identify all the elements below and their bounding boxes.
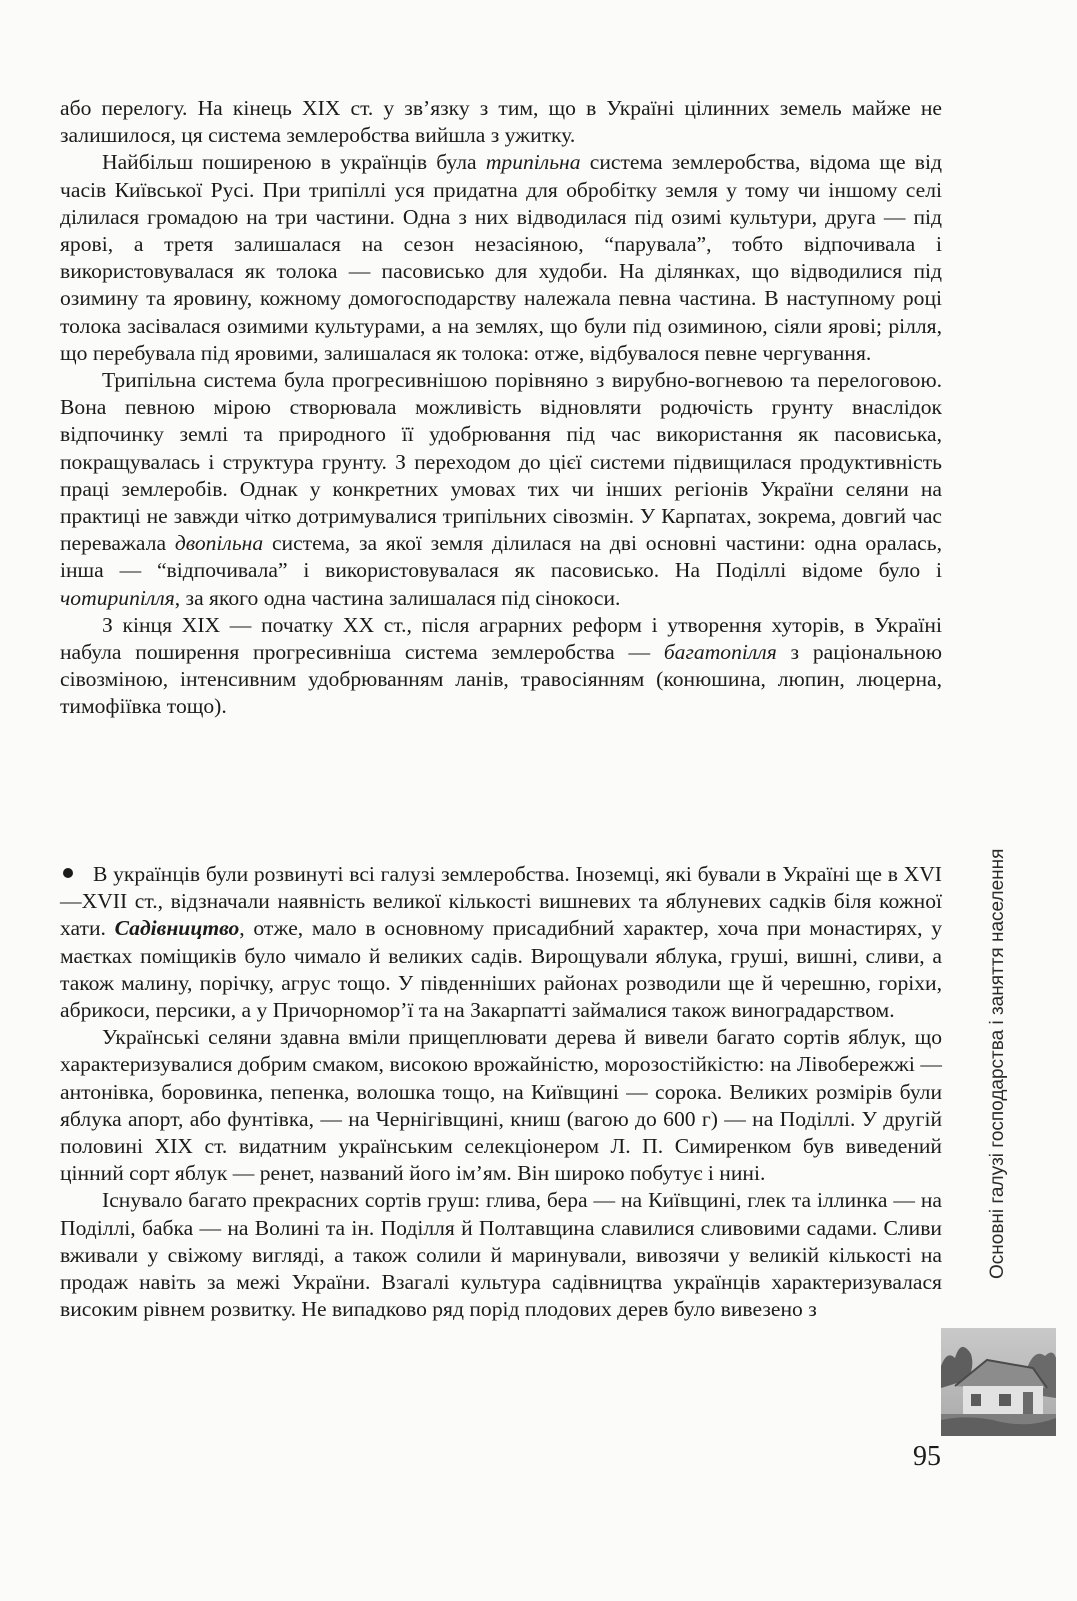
italic-term: трипільна [485, 150, 581, 175]
italic-term: багатопілля [663, 640, 777, 665]
paragraph-text: , отже, мало в основному присадибний характер, хоча при монастирях, у маєтках поміщиків було чимало й великих садів. Вирощували яблука, груші, вишні, сливи, а також малину, порічку, агрус тощо. У південніших районах розводили ще й черешню, горіхи, абрикоси, персики, а у Причорномор’ї та на Закарпатті займалися також виноградарством. [60, 916, 943, 1023]
italic-term: чотирипілля [60, 585, 175, 610]
paragraph [60, 367, 942, 612]
text-block-top [60, 95, 942, 721]
paragraph [60, 861, 942, 1024]
paragraph-text: Українські селяни здавна вміли прищеплювати дерева й вивели багато сортів яблук, що характеризувалися добрим смаком, високою врожайністю, морозостійкістю: на Лівобережжі — антонівка, боровинка, пепенка, волошка тощо, на Київщині — сорока. Великих розмірів були яблука апорт, або фунтівка, — на Чернігівщині, книш (вагою до 600 г) — на Поділлі. У другій половині XIX ст. видатним українським селекціонером Л. П. Симиренком був виведений цінний сорт яблук — ренет, названий його ім’ям. Він широко побутує і нині. [60, 1025, 942, 1186]
paragraph-text: , за якого одна частина залишалася під сінокоси. [174, 585, 621, 610]
paragraph-text: Найбільш поширеною в українців була [102, 150, 486, 175]
paragraph-text: система землеробства, відома ще від часів Київської Русі. При трипіллі уся придатна для обробітку земля у тому чи іншому селі ділилася громадою на три частини. Одна з них відводилася під озимі культури, друга — під ярові, а третя залишалася на сезон незасіяною, “парувала”, тобто відпочивала і використовувалася як толока — пасовисько для худоби. На ділянках, що відводилися під озимину та яровину, кожному домогосподарству належала певна частина. В наступному році толока засівалася озимими культурами, а на землях, що були під озиминою, сіяли ярові; рілля, що перебувала під яровими, залишалася як толока: отже, відбувалося певне чергування. [60, 150, 942, 365]
chapter-side-title: Основні галузі господарства і заняття населення [987, 848, 1008, 1279]
page-number: 95 [913, 1441, 941, 1472]
paragraph [60, 95, 942, 149]
paragraph-text: або перелогу. На кінець XIX ст. у зв’язку з тим, що в Україні цілинних земель майже не залишилося, ця система землеробства вийшла з ужитку. [60, 96, 942, 148]
paragraph [60, 149, 942, 367]
bullet-icon [63, 868, 73, 878]
paragraph [60, 1187, 942, 1323]
paragraph-text: система, за якої земля ділилася на дві основні частини: одна оралась, інша — “відпочивала” і використовувалася як пасовисько. На Поділлі відоме було і [60, 531, 942, 583]
bold-italic-term: Садівництво [114, 916, 240, 941]
paragraph-text: з раціональною сівозміною, інтенсивним удобрюванням ланів, травосіянням (конюшина, люпин, люцерна, тимофіївка тощо). [60, 640, 942, 719]
italic-term: двопільна [174, 531, 264, 556]
village-house-icon [941, 1328, 1056, 1436]
paragraph-text: З кінця XIX — початку XX ст., після аграрних реформ і утворення хуторів, в Україні набула поширення прогресивніша система землеробства — [60, 612, 942, 665]
text-block-bottom [60, 861, 942, 1323]
paragraph-text: В українців були розвинуті всі галузі землеробства. Іноземці, які бували в Україні ще в XVI—XVII ст., відзначали наявність великої кількості вишневих та яблуневих садків біля кожної хати. [60, 862, 942, 941]
paragraph [60, 612, 942, 721]
paragraph [60, 1024, 942, 1187]
paragraph-text: Існувало багато прекрасних сортів груш: глива, бера — на Київщині, глек та іллинка — на Поділлі, бабка — на Волині та ін. Поділля й Полтавщина славилися сливовими садами. Сливи вживали у свіжому вигляді, а також солили й маринували, вивозячи у великій кількості на продаж навіть за межі України. Взагалі культура садівництва українців характеризувалася високим рівнем розвитку. Не випадково ряд порід плодових дерев було вивезено з [60, 1188, 942, 1322]
paragraph-text: Трипільна система була прогресивнішою порівняно з вирубно-вогневою та перелоговою. Вона певною мірою створювала можливість відновляти родючість грунту внаслідок відпочинку землі та природного її удобрювання під час використання як пасовиська, покращувалась і структура грунту. З переходом до цієї системи підвищилася продуктивність праці землеробів. Однак у конкретних умовах тих чи інших регіонів України селяни на практиці не завжди чітко дотримувалися трипільних сівозмін. У Карпатах, зокрема, довгий час переважала [60, 368, 942, 556]
